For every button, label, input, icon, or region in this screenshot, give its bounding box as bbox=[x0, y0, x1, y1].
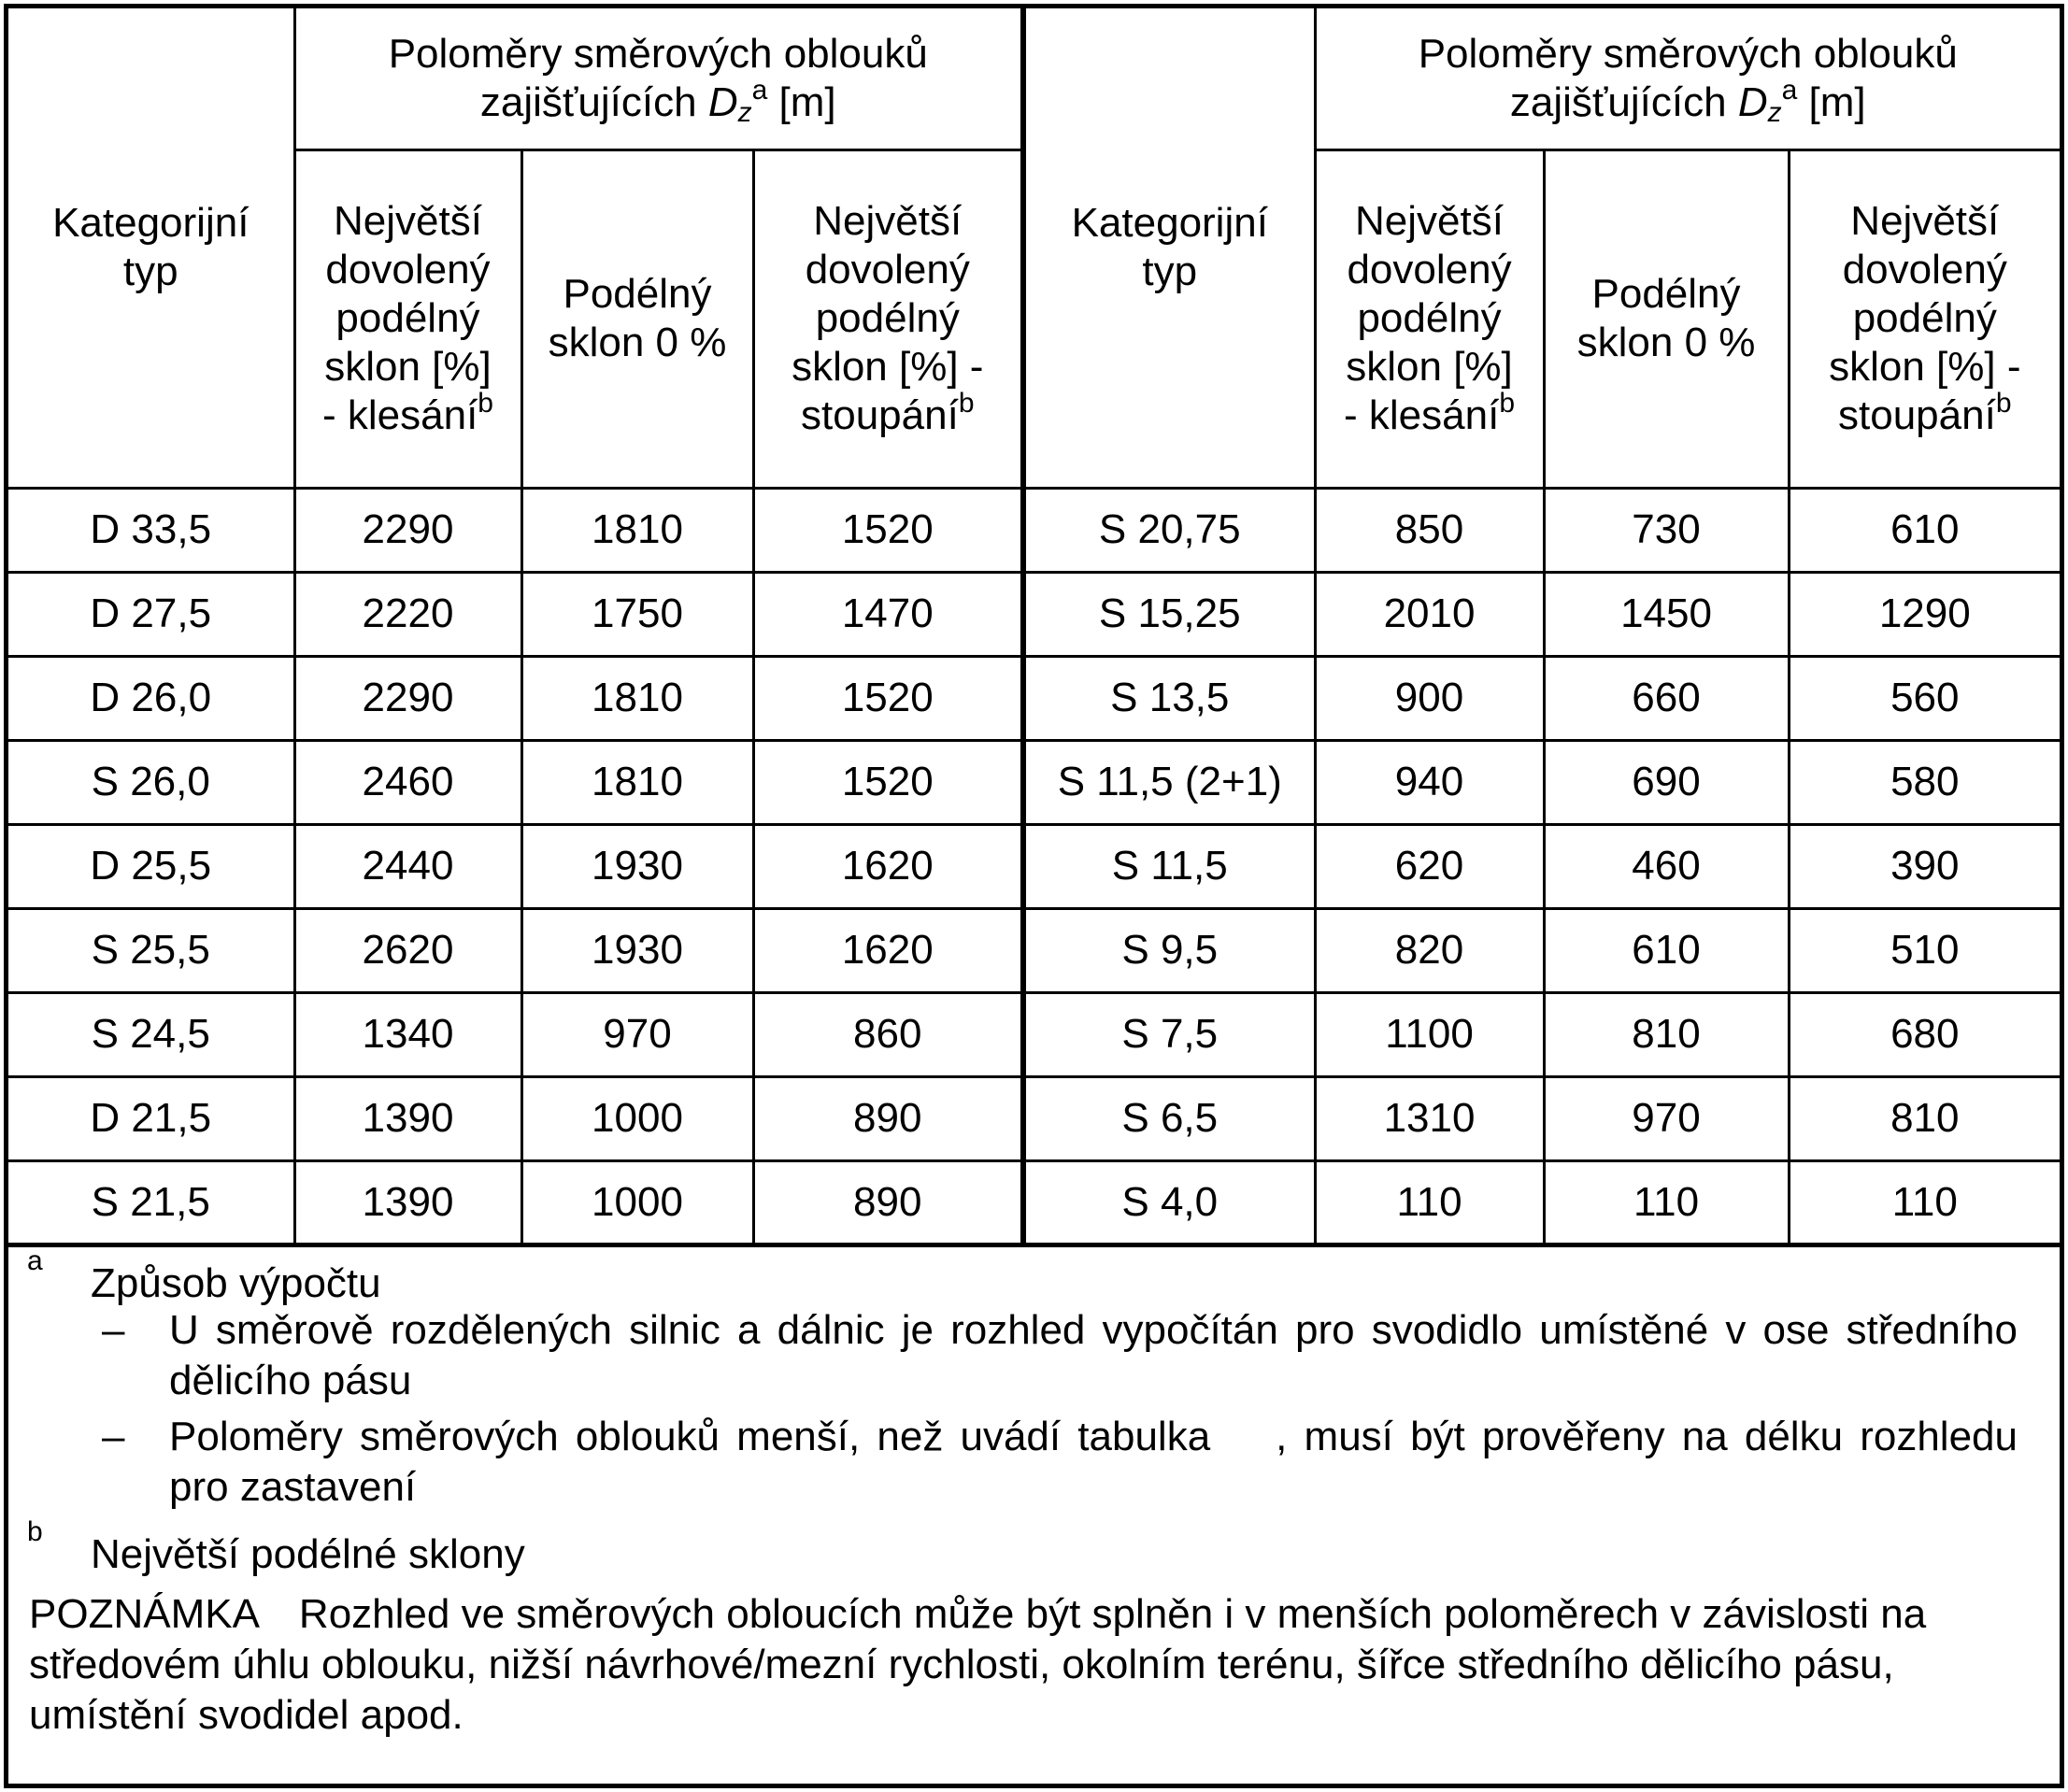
header-kategorijni-typ-right: Kategorijní typ bbox=[1023, 8, 1315, 488]
header-row-1 bbox=[8, 8, 2060, 149]
category-cell: S 20,75 bbox=[1023, 488, 1315, 572]
radius-cell: 1340 bbox=[294, 992, 521, 1076]
category-cell: S 24,5 bbox=[8, 992, 294, 1076]
radius-cell: 510 bbox=[1789, 908, 2060, 992]
table-row bbox=[8, 740, 2060, 824]
radius-cell: 610 bbox=[1544, 908, 1789, 992]
radius-cell: 1810 bbox=[521, 740, 753, 824]
footnote-a-title: Způsob výpočtu bbox=[91, 1260, 381, 1306]
radius-cell: 1390 bbox=[294, 1160, 521, 1244]
radius-cell: 970 bbox=[521, 992, 753, 1076]
radius-cell: 970 bbox=[1544, 1076, 1789, 1160]
footnote-a-mark: a bbox=[27, 1245, 43, 1276]
radius-cell: 1520 bbox=[753, 656, 1023, 740]
radius-cell: 2220 bbox=[294, 572, 521, 656]
radius-cell: 2440 bbox=[294, 824, 521, 908]
header-stoupani-right: Největší dovolený podélný sklon [%] - stoupání$^b$ bbox=[1789, 149, 2060, 488]
header-klesani-left: Největší dovolený podélný sklon [%] - klesání$^b$ bbox=[294, 149, 521, 488]
radius-cell: 460 bbox=[1544, 824, 1789, 908]
curve-radius-table bbox=[8, 8, 2060, 1247]
radius-cell: 900 bbox=[1315, 656, 1544, 740]
category-cell: D 25,5 bbox=[8, 824, 294, 908]
radius-cell: 860 bbox=[753, 992, 1023, 1076]
radius-cell: 1390 bbox=[294, 1076, 521, 1160]
radius-cell: 2460 bbox=[294, 740, 521, 824]
radius-cell: 690 bbox=[1544, 740, 1789, 824]
footnote-a bbox=[8, 1245, 2060, 1306]
radius-cell: 1520 bbox=[753, 488, 1023, 572]
category-cell: D 21,5 bbox=[8, 1076, 294, 1160]
footnote-b-title: Největší podélné sklony bbox=[91, 1531, 525, 1577]
header-kategorijni-typ-left: Kategorijní typ bbox=[8, 8, 294, 488]
radius-cell: 1100 bbox=[1315, 992, 1544, 1076]
radius-cell: 560 bbox=[1789, 656, 2060, 740]
radius-cell: 1470 bbox=[753, 572, 1023, 656]
category-cell: S 13,5 bbox=[1023, 656, 1315, 740]
table-row bbox=[8, 824, 2060, 908]
radius-cell: 850 bbox=[1315, 488, 1544, 572]
table-row bbox=[8, 572, 2060, 656]
poznamka-text: Rozhled ve směrových obloucích může být splněn i v menších poloměrech v závislosti na středovém úhlu oblouku, nižší návrhové/mezní rychlosti, okolním terénu, šířce středního dělicího pásu, umístění svodidel apod. bbox=[29, 1591, 1927, 1738]
category-cell: S 25,5 bbox=[8, 908, 294, 992]
category-cell: S 9,5 bbox=[1023, 908, 1315, 992]
radius-cell: 390 bbox=[1789, 824, 2060, 908]
table-row bbox=[8, 908, 2060, 992]
table-row bbox=[8, 992, 2060, 1076]
footnote-b bbox=[8, 1516, 2060, 1577]
radius-cell: 610 bbox=[1789, 488, 2060, 572]
category-cell: D 27,5 bbox=[8, 572, 294, 656]
radius-cell: 1930 bbox=[521, 908, 753, 992]
radius-cell: 890 bbox=[753, 1160, 1023, 1244]
header-group-right: Poloměry směrových oblouků zajišťujících $D_z^a$ [m] bbox=[1315, 8, 2060, 149]
poznamka bbox=[29, 1589, 2038, 1741]
radius-cell: 1620 bbox=[753, 824, 1023, 908]
radius-cell: 810 bbox=[1544, 992, 1789, 1076]
poznamka-label: POZNÁMKA bbox=[29, 1591, 260, 1637]
radius-cell: 1310 bbox=[1315, 1076, 1544, 1160]
table-row bbox=[8, 656, 2060, 740]
header-klesani-right: Největší dovolený podélný sklon [%] - klesání$^b$ bbox=[1315, 149, 1544, 488]
table-row bbox=[8, 1076, 2060, 1160]
norm-table-sheet bbox=[4, 4, 2064, 1788]
radius-cell: 1290 bbox=[1789, 572, 2060, 656]
radius-cell: 620 bbox=[1315, 824, 1544, 908]
header-group-left: Poloměry směrových oblouků zajišťujících $D_z^a$ [m] bbox=[294, 8, 1023, 149]
category-cell: S 21,5 bbox=[8, 1160, 294, 1244]
table-row bbox=[8, 1160, 2060, 1244]
category-cell: S 6,5 bbox=[1023, 1076, 1315, 1160]
category-cell: S 26,0 bbox=[8, 740, 294, 824]
header-stoupani-left: Největší dovolený podélný sklon [%] - stoupání$^b$ bbox=[753, 149, 1023, 488]
category-cell: S 11,5 (2+1) bbox=[1023, 740, 1315, 824]
radius-cell: 680 bbox=[1789, 992, 2060, 1076]
radius-cell: 2010 bbox=[1315, 572, 1544, 656]
category-cell: D 26,0 bbox=[8, 656, 294, 740]
radius-cell: 110 bbox=[1544, 1160, 1789, 1244]
category-cell: S 4,0 bbox=[1023, 1160, 1315, 1244]
radius-cell: 2620 bbox=[294, 908, 521, 992]
radius-cell: 1810 bbox=[521, 488, 753, 572]
table-row bbox=[8, 488, 2060, 572]
category-cell: S 15,25 bbox=[1023, 572, 1315, 656]
radius-cell: 1930 bbox=[521, 824, 753, 908]
radius-cell: 1450 bbox=[1544, 572, 1789, 656]
radius-cell: 1520 bbox=[753, 740, 1023, 824]
radius-cell: 2290 bbox=[294, 656, 521, 740]
radius-cell: 1750 bbox=[521, 572, 753, 656]
category-cell: S 11,5 bbox=[1023, 824, 1315, 908]
radius-cell: 730 bbox=[1544, 488, 1789, 572]
radius-cell: 2290 bbox=[294, 488, 521, 572]
radius-cell: 820 bbox=[1315, 908, 1544, 992]
radius-cell: 1000 bbox=[521, 1076, 753, 1160]
header-podelny-right: Podélný sklon 0 % bbox=[1544, 149, 1789, 488]
radius-cell: 1620 bbox=[753, 908, 1023, 992]
radius-cell: 110 bbox=[1315, 1160, 1544, 1244]
footnote-b-mark: b bbox=[27, 1516, 43, 1547]
category-cell: D 33,5 bbox=[8, 488, 294, 572]
header-podelny-left: Podélný sklon 0 % bbox=[521, 149, 753, 488]
radius-cell: 940 bbox=[1315, 740, 1544, 824]
radius-cell: 890 bbox=[753, 1076, 1023, 1160]
footnote-a-item-2: – Poloměry směrových oblouků menší, než uvádí tabulka , musí být prověřeny na délku rozhledu pro zastavení bbox=[102, 1414, 2018, 1510]
footnotes bbox=[8, 1245, 2060, 1741]
radius-cell: 810 bbox=[1789, 1076, 2060, 1160]
radius-cell: 580 bbox=[1789, 740, 2060, 824]
category-cell: S 7,5 bbox=[1023, 992, 1315, 1076]
radius-cell: 110 bbox=[1789, 1160, 2060, 1244]
radius-cell: 1000 bbox=[521, 1160, 753, 1244]
radius-cell: 1810 bbox=[521, 656, 753, 740]
radius-cell: 660 bbox=[1544, 656, 1789, 740]
footnote-a-item-1: – U směrově rozdělených silnic a dálnic je rozhled vypočítán pro svodidlo umístěné v ose středního dělicího pásu bbox=[102, 1307, 2018, 1403]
